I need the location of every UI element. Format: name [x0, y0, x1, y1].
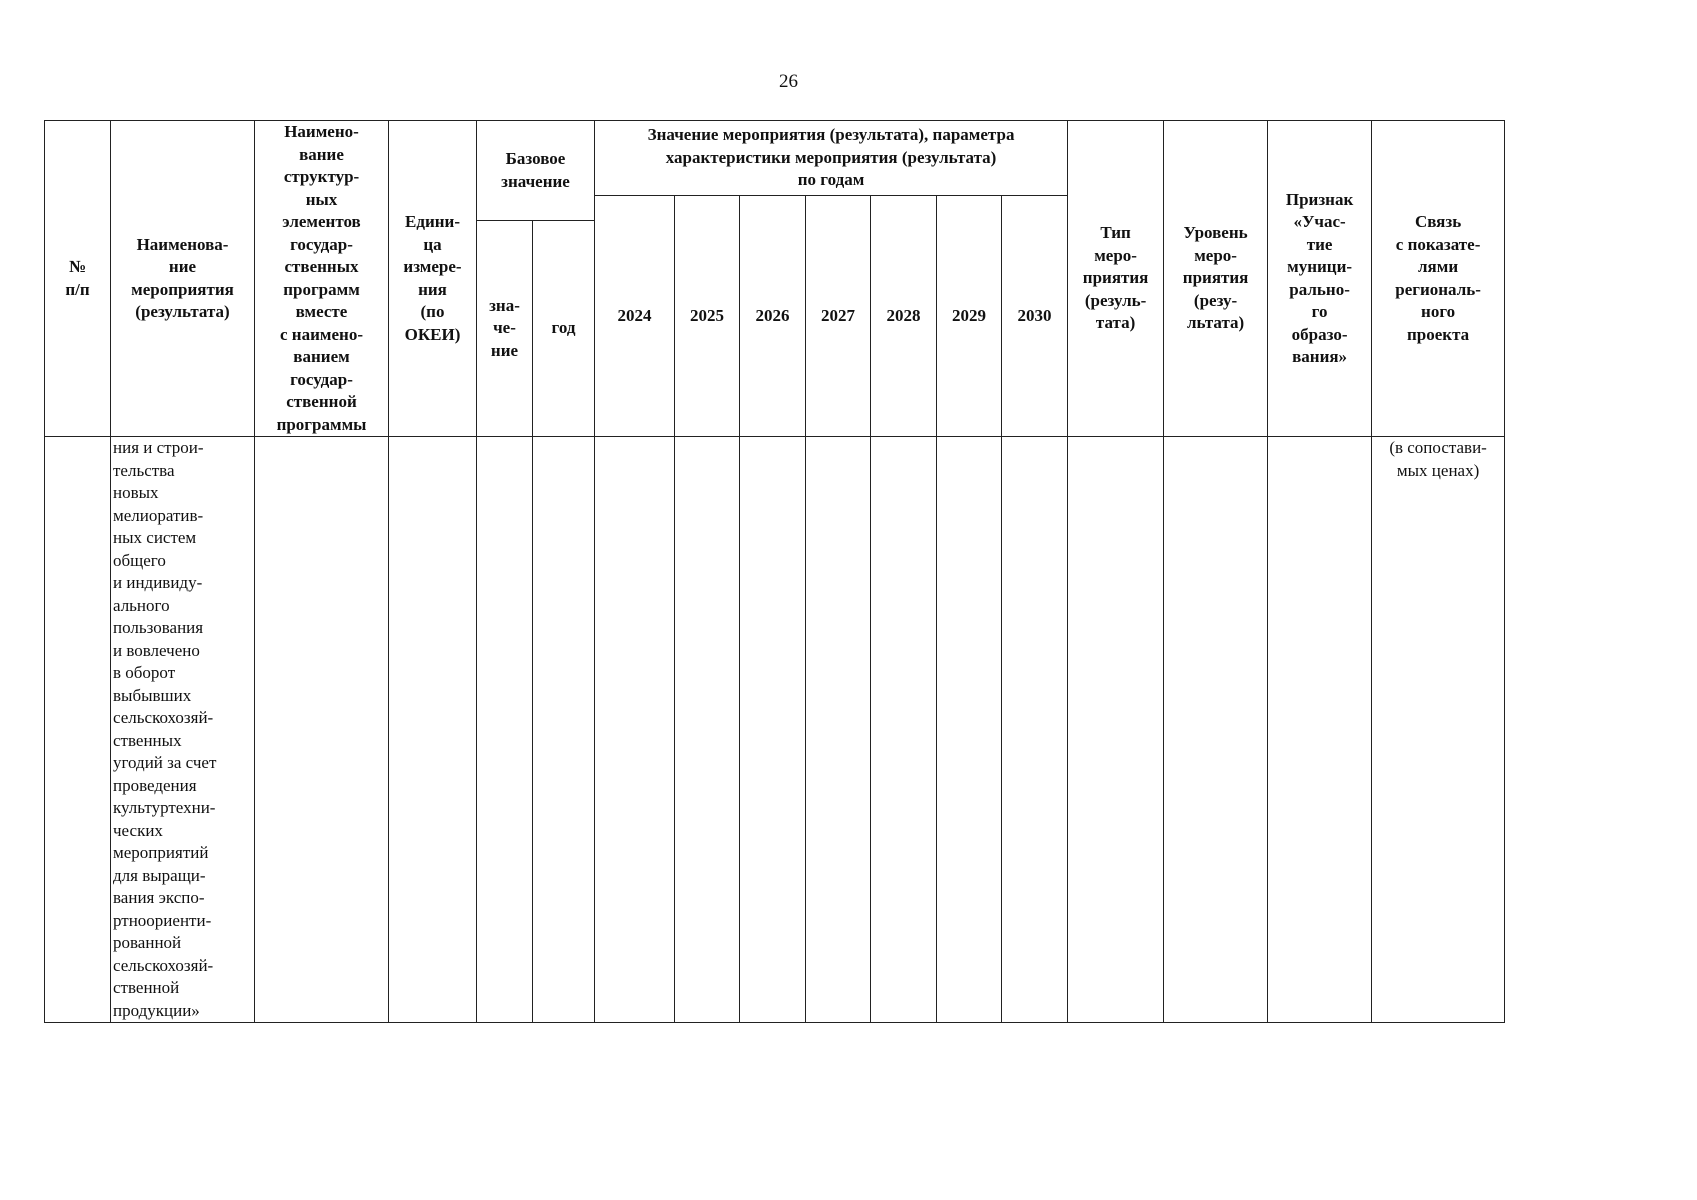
cell-unit: [389, 437, 477, 1023]
cell-2029: [937, 437, 1002, 1023]
header-municipal-sign: Признак «Учас- тие муници- pально- го образо- вания»: [1268, 121, 1372, 437]
page-number: 26: [779, 71, 798, 92]
table-row: [45, 437, 1505, 1023]
header-structural-elements: Наимено- вание структур- ных элементов государ- ственных программ вместе с наимено- ванием государ- ственной программы: [255, 121, 389, 437]
cell-structural-elements: [255, 437, 389, 1023]
header-activity-name: Наименова- ние мероприятия (результата): [111, 121, 255, 437]
header-regional-link: Связь с показате- лями региональ- ного проекта: [1372, 121, 1505, 437]
cell-municipal-sign: [1268, 437, 1372, 1023]
cell-base-value: [477, 437, 533, 1023]
cell-regional-link: (в сопостави- мых ценах): [1372, 437, 1505, 1023]
cell-2024: [595, 437, 675, 1023]
header-year-2029: 2029: [937, 196, 1002, 437]
header-year-2030: 2030: [1002, 196, 1068, 437]
header-year-2025: 2025: [675, 196, 740, 437]
header-values-by-year: Значение мероприятия (результата), параметра характеристики мероприятия (результата) по годам: [595, 121, 1068, 196]
header-row-1: [45, 121, 1505, 196]
cell-number: [45, 437, 111, 1023]
header-year-2024: 2024: [595, 196, 675, 437]
cell-2025: [675, 437, 740, 1023]
header-year-2027: 2027: [806, 196, 871, 437]
cell-2027: [806, 437, 871, 1023]
cell-activity-level: [1164, 437, 1268, 1023]
header-activity-level: Уровень меро- приятия (резу- льтата): [1164, 121, 1268, 437]
cell-base-year: [533, 437, 595, 1023]
cell-2030: [1002, 437, 1068, 1023]
header-unit: Едини- ца измере- ния (по ОКЕИ): [389, 121, 477, 437]
cell-activity-name: ния и строи- тельства новых мелиоратив- ных систем общего и индивиду- ального пользования и вовлечено в оборот выбывших сельскохозяй- ственных угодий за счет проведения культуртехни- ческих мероприятий для выращи- вания экспо- ртноориенти- рованной сельскохозяй- ственной продукции»: [111, 437, 255, 1023]
header-base-value-year: год: [533, 221, 595, 437]
header-year-2028: 2028: [871, 196, 937, 437]
header-number: № п/п: [45, 121, 111, 437]
header-base-value: Базовое значение: [477, 121, 595, 221]
cell-2028: [871, 437, 937, 1023]
header-activity-type: Тип меро- приятия (резуль- тата): [1068, 121, 1164, 437]
header-year-2026: 2026: [740, 196, 806, 437]
activities-table: [44, 120, 1505, 1023]
cell-2026: [740, 437, 806, 1023]
cell-activity-type: [1068, 437, 1164, 1023]
header-base-value-value: зна- че- ние: [477, 221, 533, 437]
